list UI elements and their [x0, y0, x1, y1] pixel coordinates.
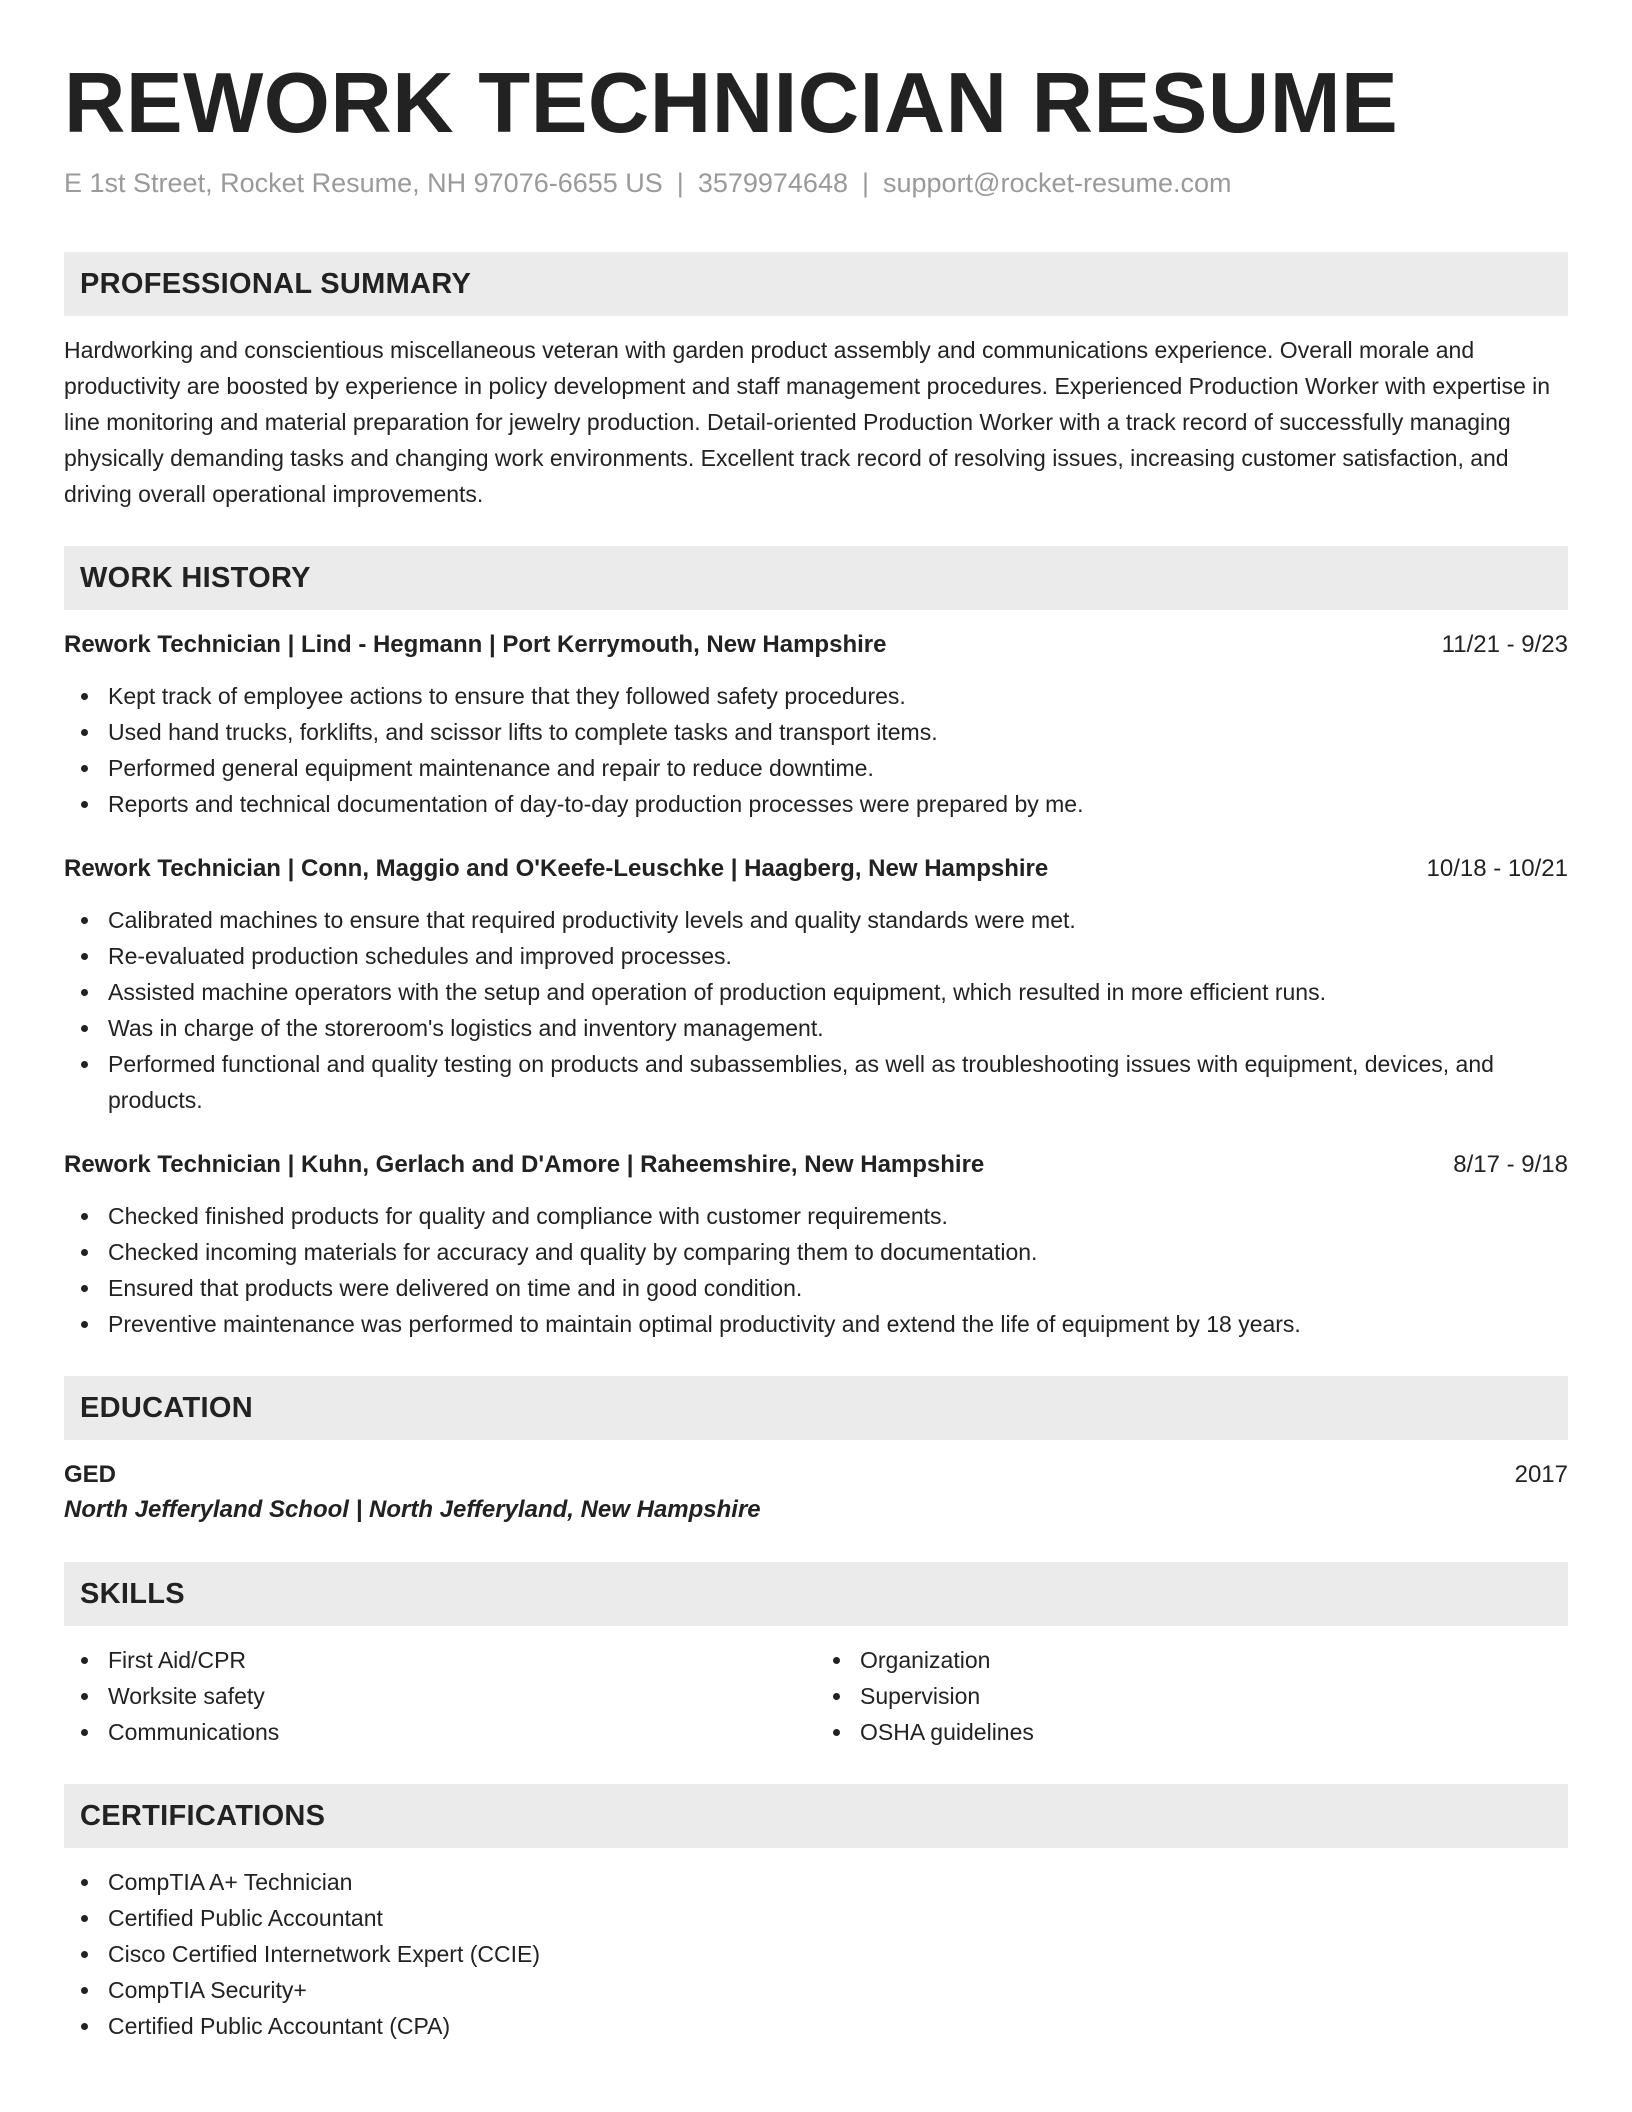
list-item: First Aid/CPR: [64, 1642, 816, 1678]
education-section-header: EDUCATION: [64, 1376, 1568, 1440]
job-bullets: [64, 902, 1568, 1118]
work-history-section: [64, 546, 1568, 1342]
list-item: Used hand trucks, forklifts, and scissor lifts to complete tasks and transport items.: [64, 714, 1568, 750]
list-item: Checked incoming materials for accuracy and quality by comparing them to documentation.: [64, 1234, 1568, 1270]
contact-separator: |: [676, 168, 684, 198]
job-dates: 11/21 - 9/23: [1441, 631, 1568, 658]
work-history-section-header: WORK HISTORY: [64, 546, 1568, 610]
education-year: 2017: [1514, 1461, 1568, 1488]
list-item: Re-evaluated production schedules and improved processes.: [64, 938, 1568, 974]
job-header: [64, 1148, 1568, 1182]
job-header: [64, 852, 1568, 886]
job-header: [64, 628, 1568, 662]
job-dates: 10/18 - 10/21: [1426, 855, 1568, 882]
resume-title: REWORK TECHNICIAN RESUME: [64, 56, 1399, 151]
job-entry: [64, 1148, 1568, 1342]
education-header: [64, 1458, 1568, 1492]
list-item: Kept track of employee actions to ensure that they followed safety procedures.: [64, 678, 1568, 714]
contact-phone: 3579974648: [697, 168, 848, 198]
list-item: Assisted machine operators with the setup and operation of production equipment, which resulted in more efficient runs.: [64, 974, 1568, 1010]
list-item: Supervision: [816, 1678, 1568, 1714]
list-item: CompTIA A+ Technician: [64, 1864, 1568, 1900]
certifications-section-header: CERTIFICATIONS: [64, 1784, 1568, 1848]
list-item: Performed functional and quality testing on products and subassemblies, as well as troubleshooting issues with equipment, devices, and products.: [64, 1046, 1568, 1118]
list-item: Communications: [64, 1714, 816, 1750]
list-item: Cisco Certified Internetwork Expert (CCIE): [64, 1936, 1568, 1972]
list-item: Worksite safety: [64, 1678, 816, 1714]
skills-column-left: [64, 1642, 816, 1750]
list-item: Performed general equipment maintenance and repair to reduce downtime.: [64, 750, 1568, 786]
job-title: Rework Technician | Kuhn, Gerlach and D'Amore | Raheemshire, New Hampshire: [64, 1151, 985, 1178]
skills-section: [64, 1562, 1568, 1750]
list-item: Calibrated machines to ensure that required productivity levels and quality standards were met.: [64, 902, 1568, 938]
list-item: Certified Public Accountant: [64, 1900, 1568, 1936]
list-item: CompTIA Security+: [64, 1972, 1568, 2008]
skills-grid: [64, 1642, 1568, 1750]
list-item: Checked finished products for quality and compliance with customer requirements.: [64, 1198, 1568, 1234]
certifications-section: [64, 1784, 1568, 2044]
job-entry: [64, 628, 1568, 822]
list-item: Reports and technical documentation of day-to-day production processes were prepared by me.: [64, 786, 1568, 822]
contact-line: [64, 166, 1568, 200]
job-dates: 8/17 - 9/18: [1453, 1151, 1568, 1178]
summary-section-header: PROFESSIONAL SUMMARY: [64, 252, 1568, 316]
education-section: [64, 1376, 1568, 1528]
list-item: Was in charge of the storeroom's logistics and inventory management.: [64, 1010, 1568, 1046]
job-entry: [64, 852, 1568, 1118]
job-title: Rework Technician | Lind - Hegmann | Port Kerrymouth, New Hampshire: [64, 631, 887, 658]
contact-separator: |: [861, 168, 869, 198]
list-item: Organization: [816, 1642, 1568, 1678]
contact-address: E 1st Street, Rocket Resume, NH 97076-6655 US: [64, 168, 663, 198]
education-school: North Jefferyland School | North Jefferyland, New Hampshire: [64, 1496, 761, 1523]
summary-text: Hardworking and conscientious miscellaneous veteran with garden product assembly and communications experience. Overall morale and productivity are boosted by experience in policy development and staff management procedures. Experienced Production Worker with expertise in line monitoring and material preparation for jewelry production. Detail-oriented Production Worker with a track record of successfully managing physically demanding tasks and changing work environments. Excellent track record of resolving issues, increasing customer satisfaction, and driving overall operational improvements.: [64, 337, 1551, 507]
certifications-list: [64, 1864, 1568, 2044]
skills-section-header: SKILLS: [64, 1562, 1568, 1626]
job-bullets: [64, 1198, 1568, 1342]
list-item: OSHA guidelines: [816, 1714, 1568, 1750]
skills-column-right: [816, 1642, 1568, 1750]
list-item: Certified Public Accountant (CPA): [64, 2008, 1568, 2044]
job-bullets: [64, 678, 1568, 822]
education-degree: GED: [64, 1461, 117, 1488]
job-title: Rework Technician | Conn, Maggio and O'Keefe-Leuschke | Haagberg, New Hampshire: [64, 855, 1049, 882]
contact-email: support@rocket-resume.com: [883, 168, 1232, 198]
list-item: Ensured that products were delivered on time and in good condition.: [64, 1270, 1568, 1306]
list-item: Preventive maintenance was performed to maintain optimal productivity and extend the life of equipment by 18 years.: [64, 1306, 1568, 1342]
